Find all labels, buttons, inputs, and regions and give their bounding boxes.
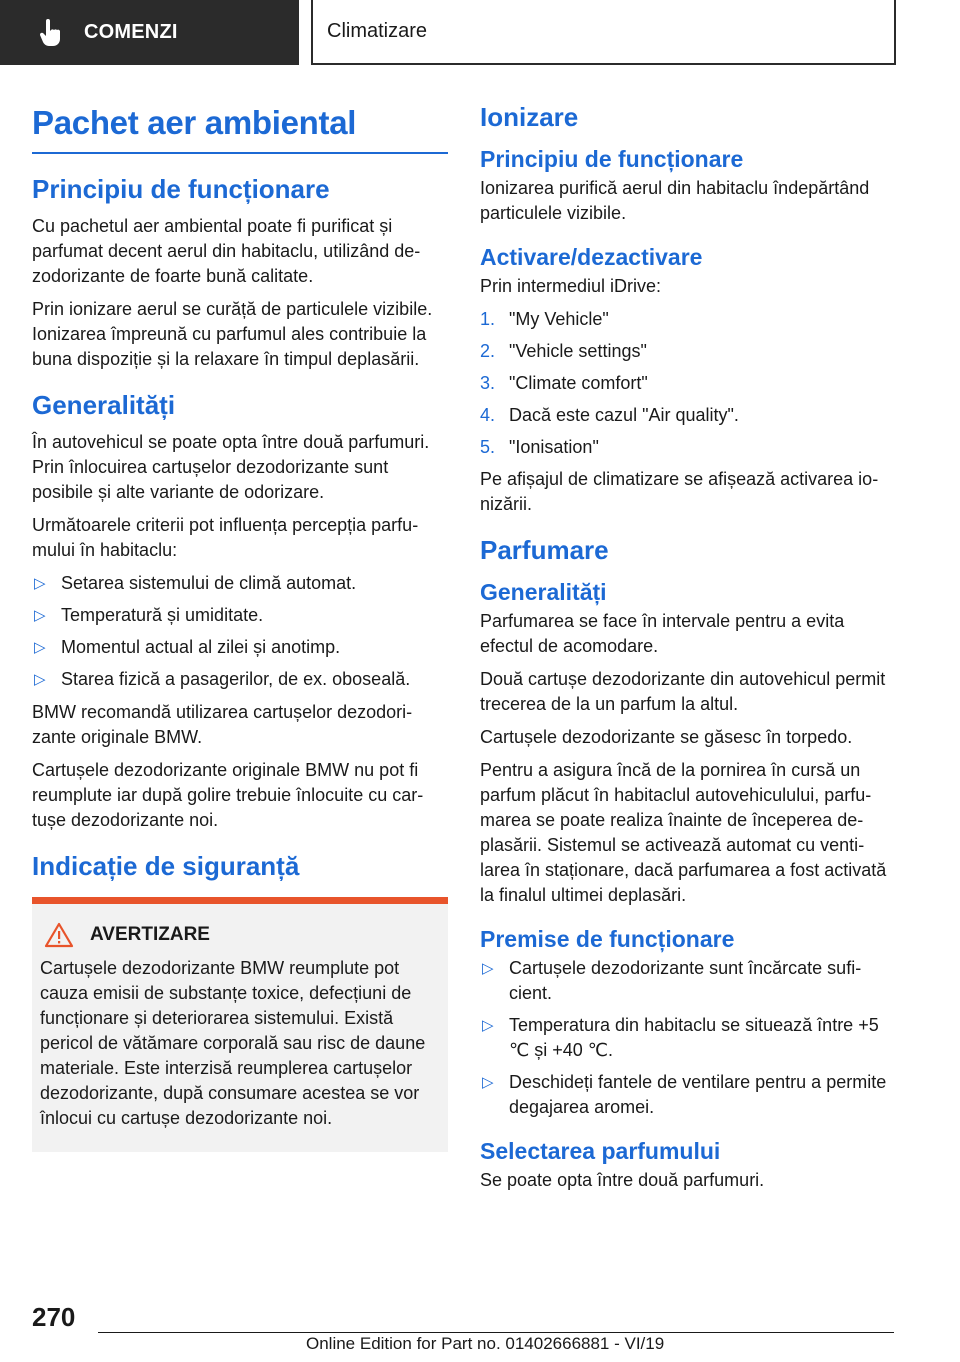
list-item: ▷ Momentul actual al zilei și anotimp. <box>32 635 448 660</box>
perfume-heading: Parfumare <box>480 535 609 565</box>
section-tab <box>0 0 299 65</box>
triangle-bullet-icon: ▷ <box>482 1074 494 1091</box>
list-item: ▷ Cartușele dezodorizante sunt încărcate suficient. <box>482 958 862 1003</box>
general-heading: Generalități <box>32 390 176 420</box>
section-label: COMENZI <box>84 21 178 43</box>
list-item: 5. "Ionisation" <box>480 437 599 457</box>
list-item: ▷ Temperatură și umiditate. <box>32 603 448 628</box>
triangle-bullet-icon: ▷ <box>34 607 46 624</box>
chapter-title: Climatizare <box>327 20 428 42</box>
right-column <box>480 100 896 1201</box>
paragraph: Pe afișajul de climatizare se afișează activarea ionizării. <box>480 469 879 514</box>
triangle-bullet-icon: ▷ <box>34 575 46 592</box>
paragraph: Ionizarea purifică aerul din habitaclu îndepărtând particulele vizibile. <box>480 178 870 223</box>
left-column <box>32 100 448 1152</box>
footer-edition: Online Edition for Part no. 01402666881 - VI/19 <box>306 1334 665 1353</box>
list-item: 1. "My Vehicle" <box>480 309 609 329</box>
select-heading: Selectarea parfumului <box>480 1138 721 1164</box>
paragraph: Două cartușe dezodorizante din autovehicul permit trecerea de la un parfum la altul. <box>480 669 886 714</box>
steps-list <box>480 307 896 460</box>
footer-divider <box>98 1332 894 1333</box>
paragraph: Se poate opta între două parfumuri. <box>480 1170 765 1190</box>
paragraph: Prin intermediul iDrive: <box>480 276 662 296</box>
list-item: ▷ Deschideți fantele de ventilare pentru a permite degajarea aromei. <box>482 1072 887 1117</box>
hand-pointer-icon <box>38 18 62 48</box>
chapter-tab <box>311 0 896 65</box>
warning-bar <box>32 897 448 904</box>
paragraph: Cu pachetul aer ambiental poate fi purificat și parfumat decent aerul din habitaclu, utilizând dezodorizante de foarte bună calitate. <box>32 216 421 286</box>
paragraph: Parfumarea se face în intervale pentru a evita efectul de acomodare. <box>480 611 845 656</box>
safety-heading: Indicație de siguranță <box>32 851 300 881</box>
list-item: 4. Dacă este cazul "Air quality". <box>480 405 739 425</box>
paragraph: Cartușele dezodorizante originale BMW nu pot fi reumplute iar după golire trebuie înlocuite cu cartușe dezodorizante noi. <box>32 760 424 830</box>
list-item: 2. "Vehicle settings" <box>480 341 647 361</box>
ionization-heading: Ionizare <box>480 102 579 132</box>
perfume-general-heading: Generalități <box>480 579 607 605</box>
paragraph: În autovehicul se poate opta între două parfumuri. Prin înlocuirea cartușelor dezodorizante sunt posibile și alte variante de odorizare. <box>32 432 430 502</box>
list-item: ▷ Setarea sistemului de climă automat. <box>32 571 448 596</box>
warning-box <box>32 904 448 1152</box>
paragraph: Prin ionizare aerul se curăță de particulele vizibile. Ionizarea împreună cu parfumul ales contribuie la buna dispoziție și la relaxare în timpul deplasării. <box>32 299 433 369</box>
list-item: 3. "Climate comfort" <box>480 373 648 393</box>
triangle-bullet-icon: ▷ <box>482 960 494 977</box>
list-item: ▷ Temperatura din habitaclu se situează între +5 ℃ și +40 ℃. <box>482 1015 879 1060</box>
triangle-bullet-icon: ▷ <box>34 639 46 656</box>
warning-text: Cartușele dezodorizante BMW reumplute pot cauza emisii de substanțe toxice, defecțiuni de funcționare și deteriorarea sistemului. Există pericol de vătămare corporală sau risc de daune materiale. Este interzisă reumplerea cartușelor dezodorizante, după consumare acestea se vor înlocui cu cartușe dezodorizante noi. <box>40 958 426 1128</box>
page-title: Pachet aer ambiental <box>32 100 448 154</box>
principle-heading: Principiu de funcționare <box>32 174 330 204</box>
prereq-list <box>480 956 896 1120</box>
triangle-bullet-icon: ▷ <box>34 671 46 688</box>
prereq-heading: Premise de funcționare <box>480 926 735 952</box>
activation-heading: Activare/dezactivare <box>480 244 703 270</box>
ion-principle-heading: Principiu de funcționare <box>480 146 744 172</box>
page-number: 270 <box>32 1302 76 1332</box>
paragraph: Cartușele dezodorizante se găsesc în torpedo. <box>480 727 853 747</box>
paragraph: BMW recomandă utilizarea cartușelor dezodorizante originale BMW. <box>32 702 413 747</box>
paragraph: Pentru a asigura încă de la pornirea în cursă un parfum plăcut în habitaclul autovehiculului, parfumarea se poate realiza înainte de începerea deplasării. Sistemul se activează automat cu ventilarea în staționare, dacă parfumarea a fost activată la finalul ultimei deplasări. <box>480 760 887 905</box>
list-item: ▷ Starea fizică a pasagerilor, de ex. oboseală. <box>32 667 448 692</box>
criteria-list <box>32 571 448 692</box>
triangle-bullet-icon: ▷ <box>482 1017 494 1034</box>
warning-label: AVERTIZARE <box>90 924 210 945</box>
warning-triangle-icon <box>44 922 74 948</box>
paragraph: Următoarele criterii pot influența percepția parfumului în habitaclu: <box>32 515 419 560</box>
